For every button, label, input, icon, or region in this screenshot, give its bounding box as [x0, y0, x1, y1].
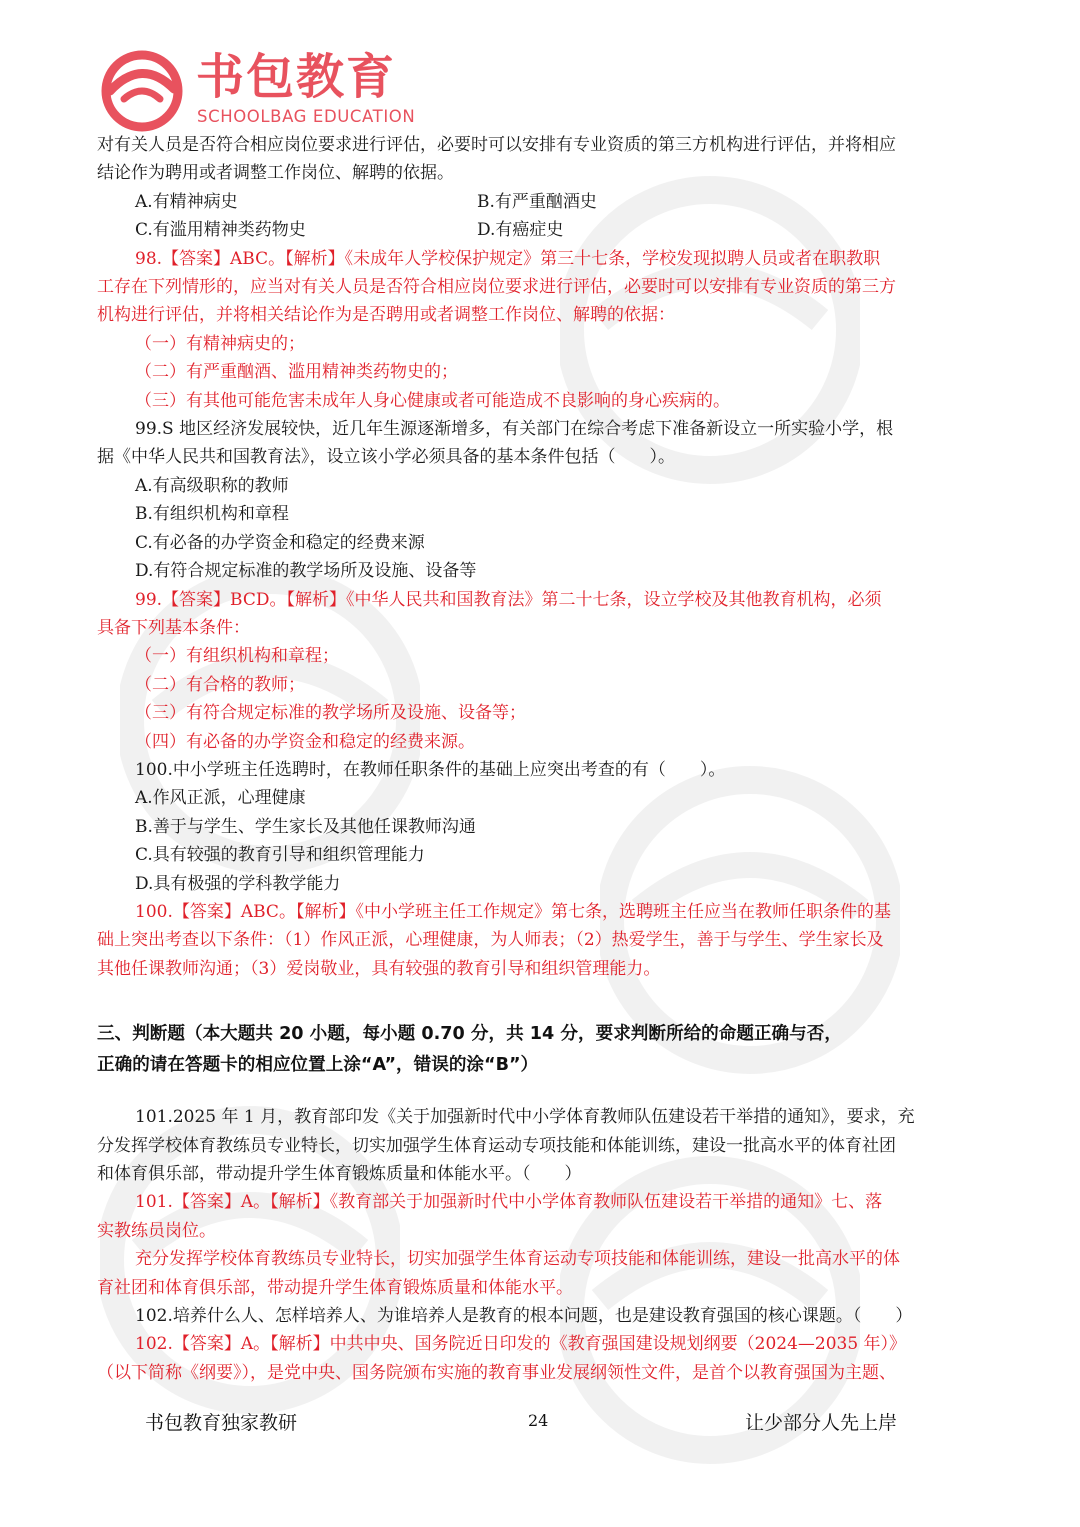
- brand-subtitle: SCHOOLBAG EDUCATION: [197, 107, 416, 126]
- option-d: D.有符合规定标准的教学场所及设施、设备等: [135, 561, 477, 582]
- answer-line: 实教练员岗位。: [97, 1220, 216, 1241]
- option-c: C.有必备的办学资金和稳定的经费来源: [135, 532, 425, 553]
- question-line: 101.2025 年 1 月，教育部印发《关于加强新时代中小学体育教师队伍建设若干举措的通知》，要求，充: [135, 1107, 915, 1128]
- question-line: 102.培养什么人、怎样培养人、为谁培养人是教育的根本问题，也是建设教育强国的核心课题。（ ）: [135, 1306, 913, 1327]
- section-heading: [97, 1019, 985, 1081]
- option-a: A.有精神病史: [135, 191, 238, 212]
- answer-line: （以下简称《纲要》），是党中央、国务院颁布实施的教育事业发展纲领性文件，是首个以教育强国为主题、: [97, 1362, 896, 1383]
- answer-line: 具备下列基本条件：: [97, 617, 250, 638]
- answer-item: （四）有必备的办学资金和稳定的经费来源。: [135, 731, 475, 752]
- answer-line: 础上突出考查以下条件：（1）作风正派，心理健康，为人师表；（2）热爱学生，善于与学生、学生家长及: [97, 930, 884, 951]
- question-line: 99.S 地区经济发展较快，近几年生源逐渐增多，有关部门在综合考虑下准备新设立一所实验小学，根: [135, 419, 894, 440]
- text-line: 对有关人员是否符合相应岗位要求进行评估，必要时可以安排有专业资质的第三方机构进行评估，并将相应: [97, 135, 896, 155]
- document-body: [97, 131, 985, 1387]
- option-a: A.有高级职称的教师: [135, 475, 289, 496]
- answer-line: 98.【答案】ABC。【解析】《未成年人学校保护规定》第三十七条，学校发现拟聘人员或者在职教职: [135, 248, 881, 269]
- option-b: B.有组织机构和章程: [135, 504, 289, 525]
- answer-item: （二）有合格的教师；: [135, 674, 305, 695]
- option-b: B.有严重酗酒史: [477, 191, 597, 212]
- question-line: 分发挥学校体育教练员专业特长，切实加强学生体育运动专项技能和体能训练，建设一批高水平的体育社团: [97, 1135, 896, 1156]
- brand-name: 书包教育: [196, 49, 397, 105]
- option-d: D.具有极强的学科教学能力: [135, 873, 341, 894]
- answer-line: 101.【答案】A。【解析】《教育部关于加强新时代中小学体育教师队伍建设若干举措的通知》七、落: [135, 1192, 883, 1213]
- options-row: [97, 188, 985, 216]
- question-line: 100.中小学班主任选聘时，在教师任职条件的基础上应突出考查的有（ ）。: [135, 759, 726, 780]
- option-d: D.有癌症史: [477, 220, 564, 241]
- footer-left: 书包教育独家教研: [145, 1412, 298, 1434]
- answer-item: （三）有其他可能危害未成年人身心健康或者可能造成不良影响的身心疾病的。: [135, 390, 730, 411]
- answer-item: （一）有精神病史的；: [135, 333, 305, 354]
- option-c: C.具有较强的教育引导和组织管理能力: [135, 845, 425, 866]
- answer-line: 育社团和体育俱乐部，带动提升学生体育锻炼质量和体能水平。: [97, 1277, 573, 1298]
- question-line: 据《中华人民共和国教育法》，设立该小学必须具备的基本条件包括（ ）。: [97, 447, 675, 468]
- answer-line: 99.【答案】BCD。【解析】《中华人民共和国教育法》第二十七条，设立学校及其他教育机构，必须: [135, 589, 882, 610]
- answer-item: （一）有组织机构和章程；: [135, 646, 339, 667]
- answer-line: 机构进行评估，并将相关结论作为是否聘用或者调整工作岗位、解聘的依据：: [97, 305, 675, 326]
- option-c: C.有滥用精神类药物史: [135, 220, 306, 241]
- section-title-line: 正确的请在答题卡的相应位置上涂“A”，错误的涂“B”）: [97, 1055, 539, 1076]
- text-line: 结论作为聘用或者调整工作岗位、解聘的依据。: [97, 163, 454, 184]
- option-a: A.作风正派，心理健康: [135, 788, 306, 809]
- options-row: [97, 216, 985, 244]
- page-number: 24: [528, 1411, 549, 1430]
- brand-logo: [100, 45, 430, 135]
- brand-mark-icon: [100, 49, 184, 133]
- answer-item: （二）有严重酗酒、滥用精神类药物史的；: [135, 362, 458, 383]
- answer-line: 其他任课教师沟通；（3）爱岗敬业，具有较强的教育引导和组织管理能力。: [97, 958, 661, 979]
- answer-line: 充分发挥学校体育教练员专业特长，切实加强学生体育运动专项技能和体能训练，建设一批高水平的体: [135, 1249, 900, 1270]
- question-line: 和体育俱乐部，带动提升学生体育锻炼质量和体能水平。（ ）: [97, 1164, 582, 1184]
- answer-line: 100.【答案】ABC。【解析】《中小学班主任工作规定》第七条，选聘班主任应当在教师任职条件的基: [135, 901, 891, 922]
- option-b: B.善于与学生、学生家长及其他任课教师沟通: [135, 816, 476, 837]
- footer-right: 让少部分人先上岸: [745, 1412, 898, 1434]
- answer-line: 102.【答案】A。【解析】中共中央、国务院近日印发的《教育强国建设规划纲要（2024—2035 年）》: [135, 1334, 907, 1355]
- answer-line: 工存在下列情形的，应当对有关人员是否符合相应岗位要求进行评估，必要时可以安排有专业资质的第三方: [97, 277, 896, 298]
- answer-item: （三）有符合规定标准的教学场所及设施、设备等；: [135, 703, 526, 724]
- section-title-line: 三、判断题（本大题共 20 小题，每小题 0.70 分，共 14 分，要求判断所给的命题正确与否，: [97, 1024, 842, 1045]
